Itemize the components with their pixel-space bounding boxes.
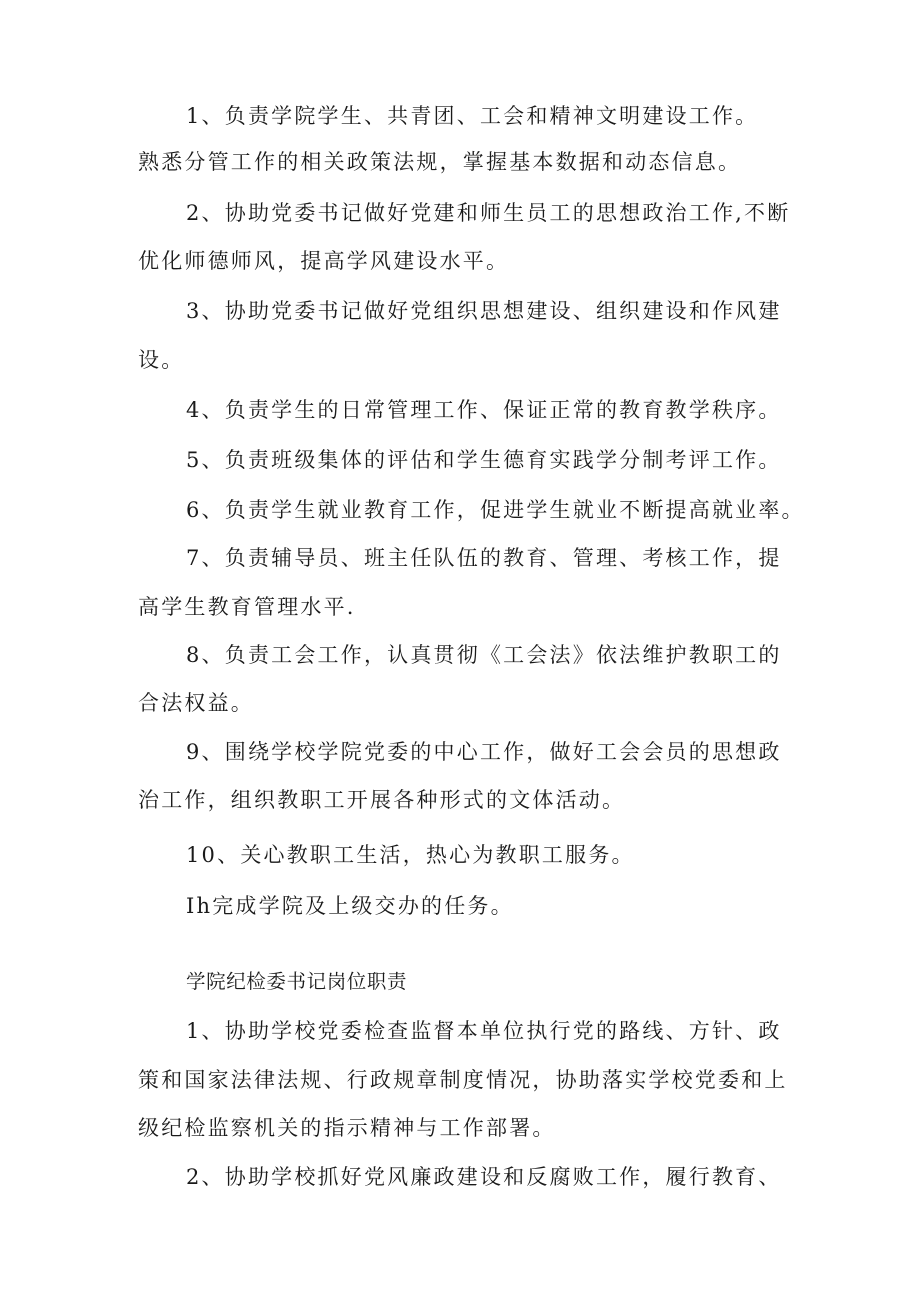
paragraph-line: 设。 <box>138 348 185 372</box>
paragraph-line: 熟悉分管工作的相关政策法规，掌握基本数据和动态信息。 <box>138 150 742 174</box>
paragraph-line: 3、协助党委书记做好党组织思想建设、组织建设和作风建 <box>186 299 782 323</box>
paragraph-line: 优化师德师风，提高学风建设水平。 <box>138 249 510 273</box>
paragraph-line: 合法权益。 <box>138 691 254 715</box>
paragraph-line: 高学生教育管理水平. <box>138 595 356 619</box>
paragraph-line: 1、负责学院学生、共青团、工会和精神文明建设工作。 <box>186 104 759 128</box>
paragraph-line: 8、负责工会工作，认真贯彻《工会法》依法维护教职工的 <box>186 643 782 667</box>
paragraph-line: 级纪检监察机关的指示精神与工作部署。 <box>138 1116 556 1140</box>
paragraph-line: 4、负责学生的日常管理工作、保证正常的教育教学秩序。 <box>186 398 782 422</box>
paragraph-line: 10、关心教职工生活，热心为教职工服务。 <box>186 843 635 867</box>
section-heading: 学院纪检委书记岗位职责 <box>186 970 408 993</box>
paragraph-line: 6、负责学生就业教育工作，促进学生就业不断提高就业率。 <box>186 498 805 522</box>
paragraph-line: 2、协助学校抓好党风廉政建设和反腐败工作，履行教育、 <box>186 1165 782 1189</box>
paragraph-line: Ih完成学院及上级交办的任务。 <box>186 894 514 918</box>
paragraph-line: 策和国家法律法规、行政规章制度情况，协助落实学校党委和上 <box>138 1068 788 1092</box>
paragraph-line: 9、围绕学校学院党委的中心工作，做好工会会员的思想政 <box>186 740 782 764</box>
paragraph-line: 1、协助学校党委检查监督本单位执行党的路线、方针、政 <box>186 1019 782 1043</box>
paragraph-line: 7、负责辅导员、班主任队伍的教育、管理、考核工作，提 <box>186 546 782 570</box>
paragraph-line: 5、负责班级集体的评估和学生德育实践学分制考评工作。 <box>186 448 782 472</box>
paragraph-line: 治工作，组织教职工开展各种形式的文体活动。 <box>138 788 626 812</box>
paragraph-line: 2、协助党委书记做好党建和师生员工的思想政治工作,不断 <box>186 201 791 225</box>
